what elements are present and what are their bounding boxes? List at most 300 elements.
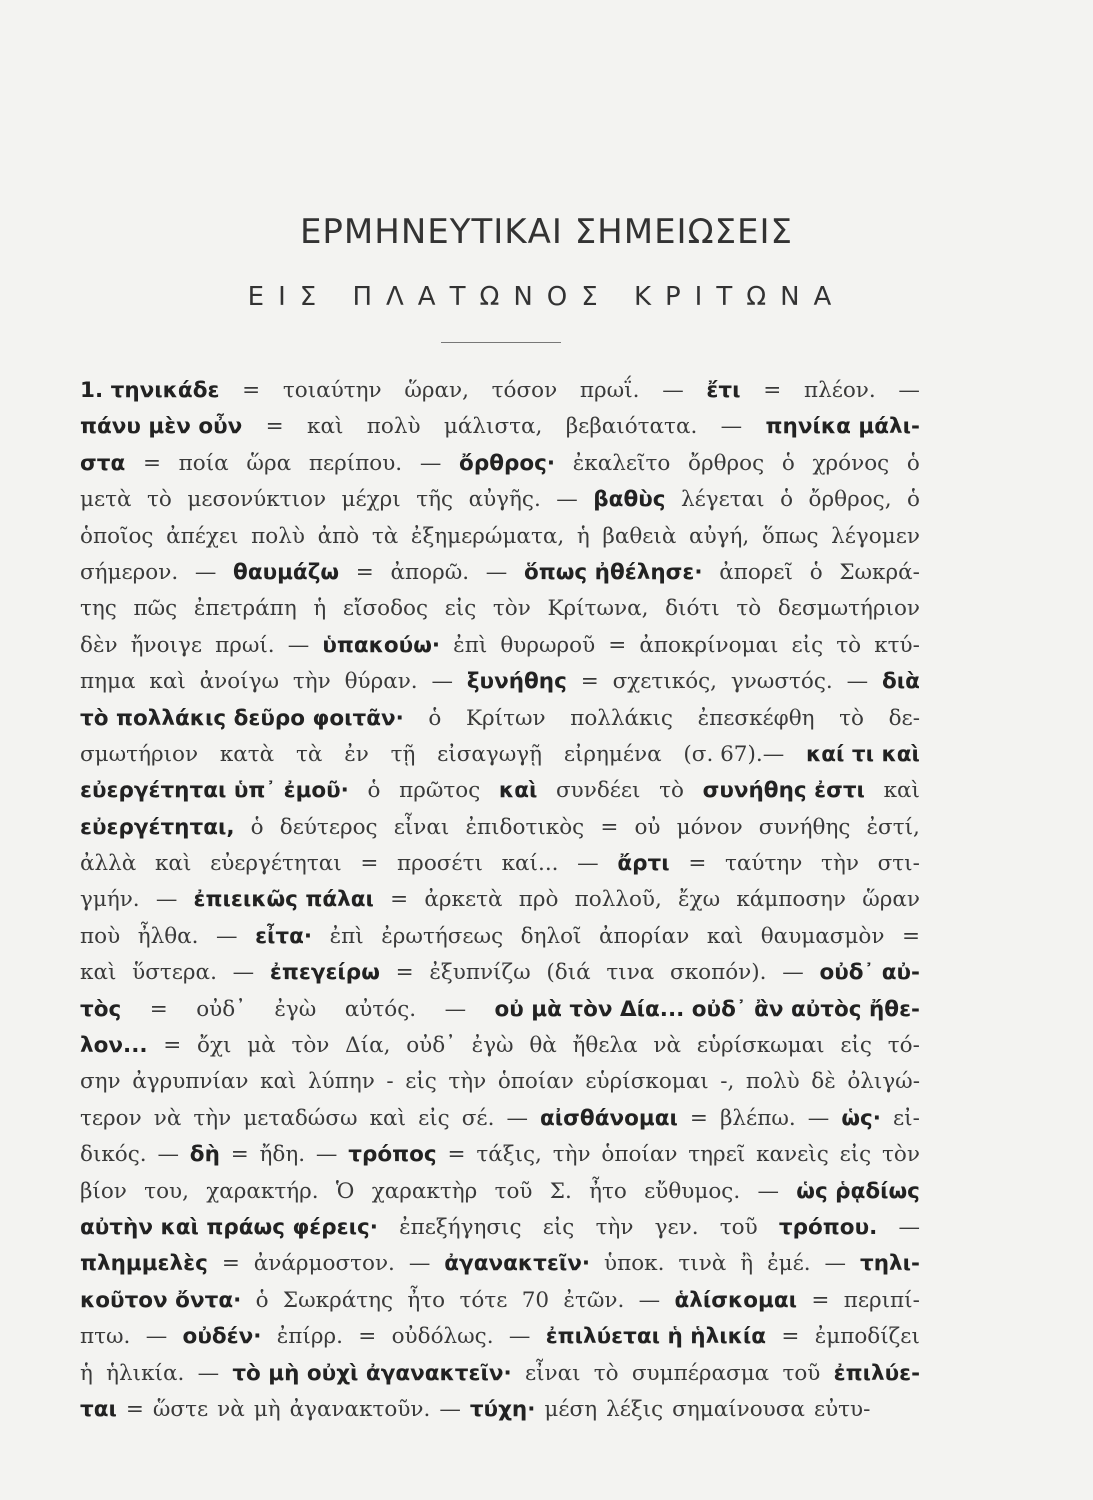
gloss-word: χρόνος: [812, 450, 890, 476]
gloss-word: Σ.: [549, 1178, 572, 1204]
gloss-word: αὐτός.: [344, 996, 417, 1022]
gloss-word: —: [419, 450, 442, 476]
gloss-word: —: [287, 632, 310, 658]
gloss-word: της: [80, 596, 117, 622]
headword: κοῦτον ὄντα·: [80, 1287, 242, 1313]
gloss-word: —: [216, 923, 238, 949]
gloss-word: καὶ: [80, 960, 117, 986]
gloss-word: βλέπω.: [720, 1105, 796, 1131]
headword: στα: [80, 450, 126, 476]
gloss-word: ὁ: [255, 1287, 269, 1313]
headword: πλημμελὲς: [80, 1251, 208, 1277]
gloss-word: τό-: [887, 1033, 920, 1059]
gloss-word: —: [638, 1287, 661, 1313]
gloss-word: οὐ: [634, 814, 661, 840]
gloss-word: εὑρίσκωμαι: [696, 1033, 825, 1059]
gloss-word: (διά: [546, 960, 591, 986]
text-line: [80, 1179, 920, 1215]
gloss-word: ἐπίρρ.: [276, 1324, 343, 1350]
gloss-word: =: [763, 378, 782, 403]
gloss-word: =: [600, 814, 619, 840]
gloss-word: τόσον: [491, 378, 558, 403]
gloss-word: περιπί-: [843, 1287, 920, 1313]
gloss-word: τὸ: [659, 778, 684, 804]
gloss-word: ταύτην: [725, 851, 803, 877]
gloss-word: =: [221, 1251, 240, 1277]
gloss-word: τὸν: [492, 596, 531, 622]
gloss-word: ἐκαλεῖτο: [572, 450, 671, 476]
gloss-word: εἰς: [840, 1033, 872, 1059]
headword: τὸς: [80, 996, 122, 1022]
gloss-word: ἀπέχει: [166, 523, 239, 549]
gloss-word: εἰσαγωγῇ: [437, 741, 543, 767]
gloss-word: σκοπόν).: [670, 960, 767, 986]
gloss-word: εἰς: [444, 596, 477, 622]
gloss-word: ἔχω: [678, 887, 721, 913]
gloss-word: μὰ: [247, 1033, 276, 1059]
gloss-word: ἐπὶ: [453, 632, 488, 658]
text-line: [80, 1215, 920, 1251]
gloss-word: ὁ: [367, 778, 381, 804]
headword: οὐ μὰ τὸν Δία... οὐδ᾽ ἂν αὐτὸς ἤθε-: [494, 996, 920, 1022]
gloss-word: =: [360, 851, 379, 877]
gloss-word: τὸ: [836, 632, 862, 658]
gloss-word: τῆς: [416, 487, 454, 513]
gloss-word: μὴ: [253, 1396, 281, 1422]
gloss-word: =: [125, 1396, 144, 1422]
gloss-word: λέγεται: [680, 487, 765, 513]
gloss-word: κάμποσην: [736, 887, 846, 913]
gloss-word: σημαίνουσα: [672, 1396, 805, 1422]
gloss-word: —: [807, 1105, 830, 1131]
gloss-word: βεβαιότατα.: [565, 414, 698, 440]
gloss-word: ἐξυπνίζω: [429, 960, 531, 986]
gloss-word: =: [230, 1142, 249, 1168]
gloss-word: Κρίτωνα,: [547, 596, 649, 622]
headword: συνήθης ἐστι: [702, 778, 865, 804]
gloss-word: εὑρίσκομαι: [585, 1069, 709, 1095]
gloss-word: προσέτι: [397, 851, 483, 877]
gloss-word: ὄρθρος: [688, 450, 765, 476]
gloss-word: ἐπὶ: [329, 923, 364, 949]
gloss-word: ἐστί,: [866, 814, 920, 840]
text-line: [80, 524, 920, 560]
gloss-word: μόνον: [676, 814, 743, 840]
gloss-word: -: [386, 1069, 394, 1095]
headword: αὐτὴν καὶ πράως φέρεις·: [80, 1214, 378, 1240]
gloss-word: μετὰ: [80, 487, 132, 513]
text-line: [80, 378, 920, 414]
commentary-text: [80, 378, 920, 1433]
gloss-word: πημα: [80, 669, 136, 695]
gloss-word: διότι: [665, 596, 720, 622]
headword: οὐδέν·: [182, 1324, 262, 1350]
gloss-word: γμήν.: [80, 887, 140, 913]
gloss-word: εἰς: [418, 1105, 450, 1131]
gloss-word: (σ. 67).—: [683, 741, 785, 767]
gloss-word: εἰρημένα: [563, 741, 662, 767]
gloss-word: ἐρωτήσεως: [381, 923, 504, 949]
text-line: [80, 1324, 920, 1360]
headword: 1. τηνικάδε: [80, 378, 220, 403]
gloss-word: ἤδη.: [259, 1142, 306, 1168]
headword: καὶ: [498, 778, 538, 804]
gloss-word: δεύτερος: [279, 814, 378, 840]
gloss-word: πῶς: [133, 596, 178, 622]
headword: ἐπιεικῶς πάλαι: [193, 887, 374, 913]
gloss-word: ἀποκρίνομαι: [639, 632, 779, 658]
gloss-word: —: [439, 1396, 461, 1422]
gloss-word: ὥστε: [152, 1396, 209, 1422]
text-line: [80, 851, 920, 887]
gloss-word: τὸ: [147, 487, 172, 513]
gloss-word: ἐτῶν.: [563, 1287, 625, 1313]
headword: ἐπεγείρω: [269, 960, 380, 986]
gloss-word: ἐπετράπη: [193, 596, 297, 622]
text-line: [80, 706, 920, 742]
gloss-word: καὶ: [154, 851, 192, 877]
gloss-word: ὄρθρος,: [808, 487, 892, 513]
gloss-word: συνήθης: [758, 814, 851, 840]
gloss-word: ὁποίαν: [601, 1142, 678, 1168]
gloss-word: τὸ: [736, 596, 762, 622]
gloss-word: καὶ: [706, 923, 744, 949]
text-line: [80, 1397, 920, 1433]
gloss-word: περίπου.: [308, 450, 403, 476]
gloss-word: ὥραν,: [404, 378, 469, 403]
gloss-word: εἴσοδος: [342, 596, 428, 622]
gloss-word: πολὺ: [366, 414, 421, 440]
gloss-word: ἀνοίγω: [199, 669, 279, 695]
gloss-word: εἰς: [839, 1142, 872, 1168]
gloss-word: σχετικός,: [612, 669, 718, 695]
gloss-word: θαυμασμὸν: [760, 923, 885, 949]
headword: εὐεργέτηται ὑπ᾽ ἐμοῦ·: [80, 778, 349, 804]
gloss-word: καὶ: [883, 778, 920, 804]
headword: δὴ: [189, 1142, 220, 1168]
gloss-word: Ὁ: [335, 1178, 355, 1204]
gloss-word: ὁ: [780, 487, 794, 513]
gloss-word: ἐγὼ: [274, 996, 317, 1022]
gloss-word: ὥραν: [862, 887, 920, 913]
gloss-word: τότε: [459, 1287, 508, 1313]
gloss-word: βαθειὰ: [602, 523, 677, 549]
gloss-word: ὑποκ.: [604, 1251, 665, 1277]
gloss-word: χαρακτήρ.: [206, 1178, 319, 1204]
gloss-word: ὀλιγώ-: [847, 1069, 920, 1095]
headword: τὸ μὴ οὐχὶ ἀγανακτεῖν·: [232, 1360, 512, 1386]
gloss-word: -,: [720, 1069, 735, 1095]
gloss-word: μεταδώσω: [243, 1105, 358, 1131]
gloss-word: —: [898, 1214, 920, 1240]
headword: οὐδ᾽ αὐ-: [819, 960, 920, 986]
headword: τηλι-: [859, 1251, 920, 1277]
gloss-word: δηλοῖ: [520, 923, 582, 949]
gloss-word: τὸ: [839, 705, 864, 731]
gloss-word: πρωί.: [215, 632, 275, 658]
headword: τὸ πολλάκις δεῦρο φοιτᾶν·: [80, 705, 404, 731]
gloss-word: ἐπεξήγησις: [399, 1214, 522, 1240]
gloss-word: Κρίτων: [465, 705, 546, 731]
gloss-word: πρῶτος: [399, 778, 481, 804]
gloss-word: μάλιστα,: [443, 414, 543, 440]
gloss-word: ποὺ: [80, 923, 121, 949]
gloss-word: τὴν: [595, 1214, 634, 1240]
gloss-word: Σωκράτης: [282, 1287, 394, 1313]
gloss-word: ὁ: [907, 487, 920, 513]
gloss-word: —: [157, 1142, 179, 1168]
gloss-word: —: [846, 669, 869, 695]
gloss-word: ἐξημερώματα,: [410, 523, 565, 549]
gloss-word: —: [757, 1178, 779, 1204]
gloss-word: τὰ: [295, 741, 323, 767]
gloss-word: ὁ: [906, 450, 920, 476]
gloss-word: —: [408, 1251, 431, 1277]
gloss-word: ὅπως: [761, 523, 819, 549]
gloss-word: θυρωροῦ: [500, 632, 596, 658]
gloss-word: καὶ: [369, 1105, 406, 1131]
text-line: [80, 1361, 920, 1397]
gloss-word: τὴν: [292, 669, 331, 695]
gloss-word: ἐμέ.: [767, 1251, 811, 1277]
headword: ξυνήθης: [466, 669, 567, 695]
text-line: [80, 815, 920, 851]
gloss-word: εἰ-: [893, 1105, 920, 1131]
gloss-word: =: [447, 1142, 466, 1168]
gloss-word: —: [232, 960, 255, 986]
gloss-word: τὴν: [193, 1105, 232, 1131]
gloss-word: κανεὶς: [756, 1142, 829, 1168]
gloss-word: ἐγὼ: [471, 1033, 514, 1059]
gloss-word: πλέον.: [803, 378, 876, 403]
gloss-word: εὐτυ-: [813, 1396, 871, 1422]
gloss-word: ἀγρυπνίαν: [132, 1069, 249, 1095]
headword: ὄρθρος·: [459, 450, 556, 476]
gloss-word: =: [265, 414, 284, 440]
gloss-word: ἐπιδοτικὸς: [465, 814, 585, 840]
gloss-word: —: [197, 1360, 220, 1386]
gloss-word: ἤθελα: [572, 1033, 638, 1059]
gloss-word: τὸν: [291, 1033, 330, 1059]
gloss-word: ὁ: [250, 814, 264, 840]
gloss-word: πτω.: [80, 1324, 131, 1350]
gloss-word: λέξις: [606, 1396, 664, 1422]
gloss-word: τὸ: [593, 1360, 619, 1386]
gloss-word: δὲν: [80, 632, 118, 658]
gloss-word: =: [163, 1033, 182, 1059]
headword: ἔτι: [706, 378, 741, 403]
gloss-word: —: [577, 851, 599, 877]
gloss-word: =: [142, 450, 161, 476]
gloss-word: τῇ: [390, 741, 416, 767]
gloss-word: πρωΐ.: [579, 378, 640, 403]
text-line: [80, 1142, 920, 1178]
gloss-word: =: [395, 960, 414, 986]
gloss-word: εἶναι: [393, 814, 450, 840]
gloss-word: καὶ: [149, 669, 186, 695]
headword: εὐεργέτηται,: [80, 814, 235, 840]
gloss-word: σμωτήριον: [80, 741, 199, 767]
gloss-word: τινα: [606, 960, 655, 986]
headword: λον...: [80, 1033, 148, 1059]
gloss-word: τοῦ: [494, 1178, 533, 1204]
gloss-word: κτύ-: [874, 632, 920, 658]
text-line: [80, 1251, 920, 1287]
gloss-word: κατὰ: [219, 741, 275, 767]
gloss-word: ἀλλὰ: [80, 851, 137, 877]
headword: ἁλίσκομαι: [674, 1287, 797, 1313]
gloss-word: θύραν.: [344, 669, 418, 695]
gloss-word: =: [149, 996, 168, 1022]
headword: αἰσθάνομαι: [540, 1105, 678, 1131]
gloss-word: ὁ: [781, 450, 795, 476]
text-line: [80, 669, 920, 705]
headword: πηνίκα μάλι-: [765, 414, 920, 440]
gloss-word: ἡλικία.: [106, 1360, 185, 1386]
gloss-word: ὁποίαν: [497, 1069, 574, 1095]
gloss-word: ἡ: [313, 596, 327, 622]
gloss-word: νὰ: [153, 1105, 182, 1131]
gloss-word: ἀπορεῖ: [719, 559, 793, 585]
headword: ἄρτι: [617, 851, 670, 877]
headword: ὑπακούω·: [322, 632, 441, 658]
gloss-word: —: [155, 887, 178, 913]
text-line: [80, 1069, 920, 1105]
gloss-word: ὁποῖος: [80, 523, 154, 549]
gloss-word: αὐγή,: [689, 523, 750, 549]
gloss-word: ἡ: [80, 1360, 93, 1386]
gloss-word: ἀρκετὰ: [424, 887, 503, 913]
gloss-word: =: [689, 1105, 708, 1131]
gloss-word: ἐν: [344, 741, 369, 767]
headword: καί τι καὶ: [806, 741, 920, 767]
gloss-word: νὰ: [653, 1033, 681, 1059]
gloss-word: ποία: [178, 450, 229, 476]
gloss-word: —: [556, 487, 578, 513]
text-line: [80, 924, 920, 960]
gloss-word: τινὰ: [678, 1251, 727, 1277]
headword: πάνυ μὲν οὖν: [80, 414, 243, 440]
gloss-word: —: [485, 559, 508, 585]
gloss-word: τὴν: [552, 1142, 591, 1168]
page-title: ΕΡΜΗΝΕΥΤΙΚΑΙ ΣΗΜΕΙΩΣΕΙΣ: [299, 212, 794, 252]
gloss-word: —: [662, 378, 684, 403]
gloss-word: μέχρι: [341, 487, 401, 513]
gloss-word: τὰ: [371, 523, 399, 549]
headword: ἐπιλύεται ἡ ἡλικία: [545, 1324, 767, 1350]
text-line: [80, 560, 920, 596]
text-line: [80, 742, 920, 778]
headword: βαθὺς: [593, 487, 666, 513]
gloss-word: ἢ: [740, 1251, 754, 1277]
gloss-word: ἀνάρμοστον.: [253, 1251, 395, 1277]
gloss-word: συνδέει: [556, 778, 641, 804]
text-line: [80, 997, 920, 1033]
text-line: [80, 633, 920, 669]
gloss-word: λέγομεν: [831, 523, 920, 549]
gloss-word: τηρεῖ: [688, 1142, 746, 1168]
gloss-word: =: [390, 887, 409, 913]
gloss-word: γνωστός.: [730, 669, 833, 695]
headword: ὡς ῥᾳδίως: [796, 1178, 920, 1204]
gloss-word: ἀγανακτοῦν.: [289, 1396, 431, 1422]
gloss-word: =: [688, 851, 707, 877]
gloss-word: πολὺ: [251, 523, 305, 549]
gloss-word: τοῦ: [782, 1360, 821, 1386]
text-line: [80, 887, 920, 923]
gloss-word: ἦτο: [589, 1178, 627, 1204]
gloss-word: οὐδ᾽: [196, 996, 246, 1022]
gloss-word: εἰς: [542, 1214, 575, 1240]
gloss-word: τοῦ: [719, 1214, 758, 1240]
gloss-word: πολλάκις: [570, 705, 673, 731]
gloss-word: Σωκρά-: [839, 559, 920, 585]
gloss-word: —: [506, 1105, 528, 1131]
page-subtitle: ΕΙΣ ΠΛΑΤΩΝΟΣ ΚΡΙΤΩΝΑ: [247, 282, 846, 312]
text-line: [80, 1033, 920, 1069]
gloss-word: νὰ: [217, 1396, 245, 1422]
gloss-word: =: [358, 1324, 377, 1350]
gloss-word: ἦτο: [407, 1287, 446, 1313]
gloss-word: εὐεργέτηται: [210, 851, 342, 877]
headword: τρόπου.: [778, 1214, 878, 1240]
gloss-word: ὥρα: [246, 450, 292, 476]
gloss-word: —: [145, 1324, 168, 1350]
headword: τύχη·: [469, 1396, 536, 1422]
gloss-word: =: [781, 1324, 800, 1350]
gloss-word: σέ.: [461, 1105, 495, 1131]
gloss-word: ἐμποδίζει: [814, 1324, 920, 1350]
gloss-word: μεσονύκτιον: [187, 487, 327, 513]
gloss-word: ὄχι: [197, 1033, 232, 1059]
gloss-word: τάξις,: [476, 1142, 542, 1168]
gloss-word: ὁ: [428, 705, 442, 731]
text-line: [80, 778, 920, 814]
gloss-word: δε-: [888, 705, 920, 731]
gloss-word: δικός.: [80, 1142, 147, 1168]
gloss-word: ἐπεσκέφθη: [697, 705, 815, 731]
gloss-word: θὰ: [529, 1033, 557, 1059]
gloss-word: —: [782, 960, 804, 986]
headword: ται: [80, 1396, 117, 1422]
gloss-word: —: [824, 1251, 847, 1277]
gloss-word: οὐδόλως.: [391, 1324, 494, 1350]
text-line: [80, 487, 920, 523]
gloss-word: χαρακτὴρ: [371, 1178, 478, 1204]
gloss-word: —: [508, 1324, 531, 1350]
gloss-word: τὸν: [882, 1142, 920, 1168]
gloss-word: σήμερον.: [80, 559, 179, 585]
gloss-word: —: [444, 996, 467, 1022]
gloss-word: —: [431, 669, 453, 695]
gloss-word: =: [901, 923, 920, 949]
gloss-word: αὐγῆς.: [468, 487, 541, 513]
gloss-word: συμπέρασμα: [631, 1360, 770, 1386]
gloss-word: πολὺ: [745, 1069, 800, 1095]
gloss-word: βίον: [80, 1178, 127, 1204]
text-line: [80, 1106, 920, 1142]
gloss-word: δεσμωτήριον: [777, 596, 920, 622]
gloss-word: ἦλθα.: [137, 923, 199, 949]
gloss-word: τὴν: [821, 851, 859, 877]
text-line: [80, 451, 920, 487]
gloss-word: ἡ: [576, 523, 590, 549]
text-line: [80, 960, 920, 996]
gloss-word: λύπην: [308, 1069, 375, 1095]
gloss-word: στι-: [877, 851, 920, 877]
gloss-word: —: [898, 378, 920, 403]
headword: θαυμάζω: [233, 559, 340, 585]
